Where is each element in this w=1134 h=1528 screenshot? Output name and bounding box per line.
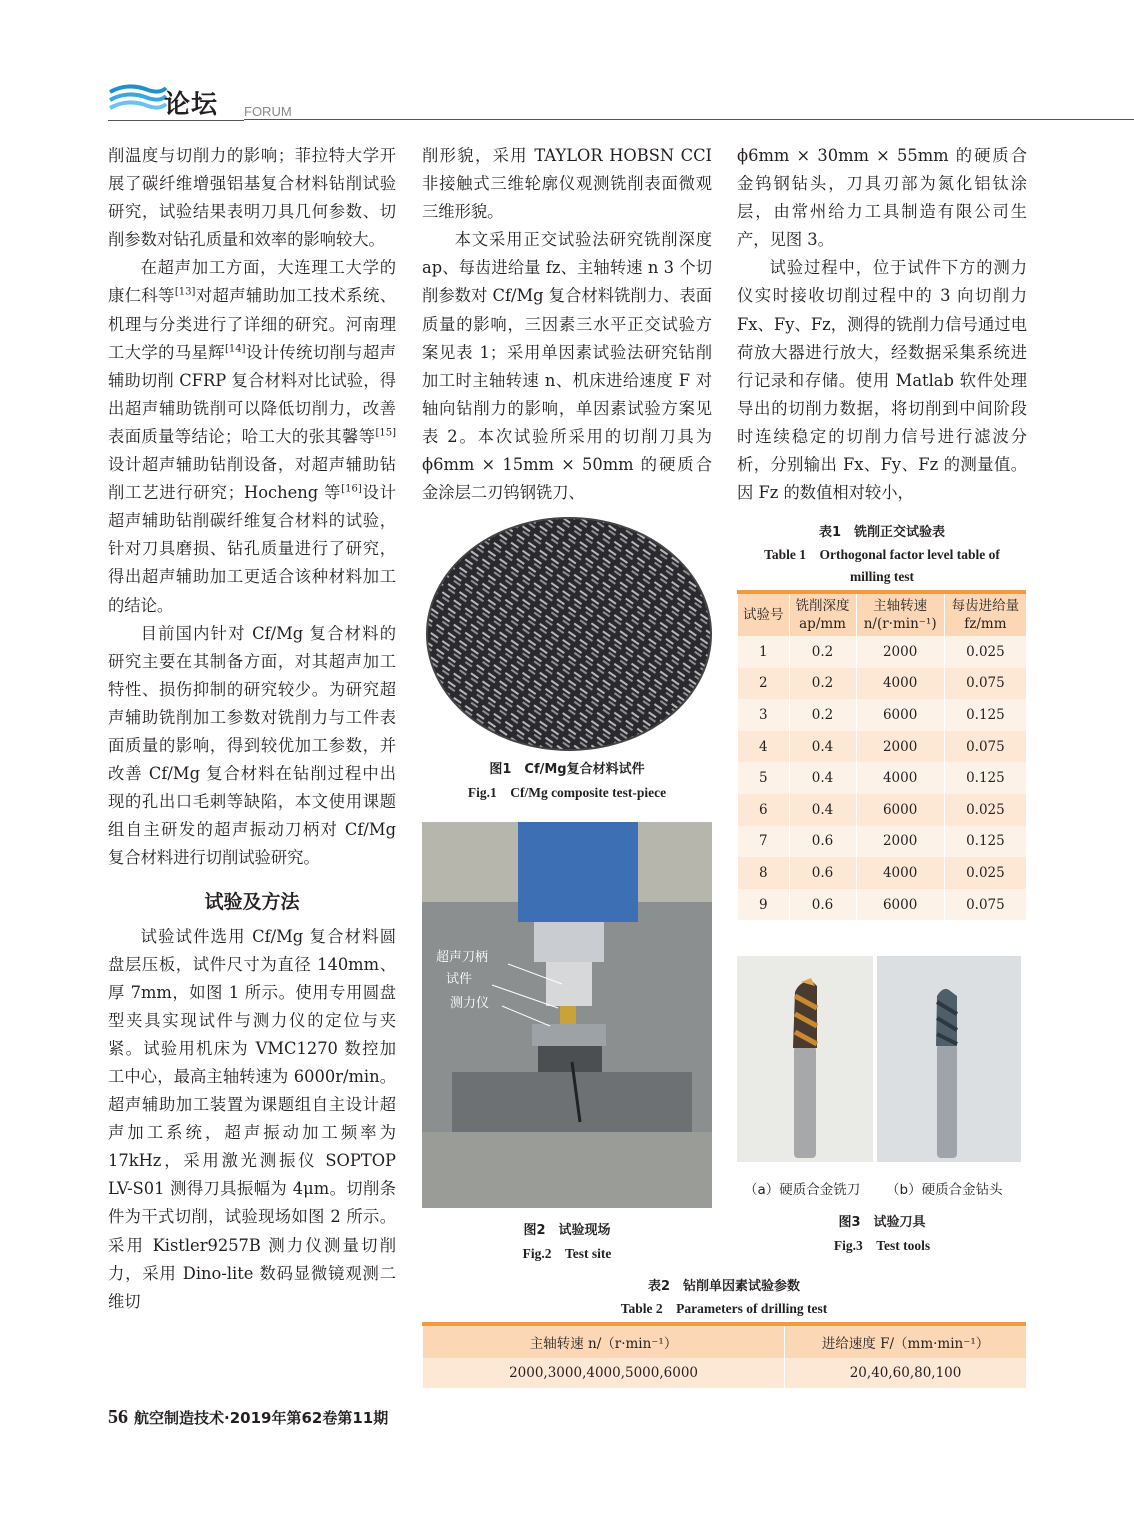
figure-1-caption-cn: 图1 Cf/Mg复合材料试件 [489,762,645,777]
citation: [16] [341,483,362,495]
table-cell: 2 [738,668,790,700]
table-1-orthogonal [737,590,1026,920]
figure-3b-drill [877,956,1021,1162]
table-1-caption-en: milling test [849,569,915,584]
table-cell: 0.2 [789,699,856,731]
table-cell: 0.125 [944,699,1026,731]
table-cell: 0.4 [789,762,856,794]
callout-label: 超声刀柄 [436,950,489,965]
table-cell: 6000 [856,699,944,731]
table-cell: 5 [738,762,790,794]
table-cell: 0.025 [944,857,1026,889]
table-row [738,668,1027,700]
table-cell: 0.125 [944,762,1026,794]
table-row [738,731,1027,763]
figure-3-caption-en: Fig.3 Test tools [833,1238,931,1253]
table-2-caption-cn: 表2 钻削单因素试验参数 [647,1279,801,1294]
table-cell: 1 [738,636,790,668]
text-column-3 [737,142,1027,507]
table-header-row [738,592,1027,636]
table-cell: 6000 [856,889,944,921]
table-cell: 2000 [856,731,944,763]
table-1-caption-cn: 表1 铣削正交试验表 [818,525,946,540]
header-label: 试验号 [743,607,784,623]
table-cell: 8 [738,857,790,889]
table-cell: 0.6 [789,826,856,858]
text: 对超声辅助加工技术系统、机理与分类进行了详细的研究。河南理工大学的马星辉 [108,286,396,362]
table-cell: 9 [738,889,790,921]
table-cell: 6000 [856,794,944,826]
table-cell: 0.075 [944,731,1026,763]
table-cell: 0.4 [789,794,856,826]
header-unit: n/(r·min⁻¹) [863,616,937,632]
table-cell: 0.4 [789,731,856,763]
callout-label: 测力仪 [450,996,490,1011]
header-label: 每齿进给量 [951,598,1020,614]
table-cell: 0.125 [944,826,1026,858]
wave-logo-icon [108,82,168,118]
text: 在超声加工方面，大连理工大学的康仁科等 [108,258,396,306]
paragraph: 本文采用正交试验法研究铣削深度 ap、每齿进给量 fz、主轴转速 n 3 个切削参数对 Cf/Mg 复合材料铣削力、表面质量的影响，三因素三水平正交试验方案见表 1；采用单因素试验法研究钻削加工时主轴转速 n、机床进给速度 F 对轴向钻削力的影响，单因素试验方案见表 2。本次试验所采用的切削刀具为 ϕ6mm × 15mm × 50mm 的硬质合金涂层二刃钨钢铣刀、 [422,230,712,503]
journal-name: 航空制造技术·2019年第62卷第11期 [134,1409,389,1427]
table-cell: 0.2 [789,636,856,668]
table-cell: 4 [738,731,790,763]
table-cell: 2000 [856,636,944,668]
header-unit: ap/mm [799,616,846,632]
paragraph: ϕ6mm × 30mm × 55mm 的硬质合金钨钢钻头，刀具刃部为氮化铝钛涂层，由常州给力工具制造有限公司生产，见图 3。 [737,146,1027,250]
paragraph: 削温度与切削力的影响；菲拉特大学开展了碳纤维增强铝基复合材料钻削试验研究，试验结果表明刀具几何参数、切削参数对钻孔质量和效率的影响较大。 [108,146,396,250]
table-cell: 3 [738,699,790,731]
citation: [15] [375,427,396,439]
table-row [738,857,1027,889]
column-header [856,592,944,636]
table-cell: 4000 [856,857,944,889]
table-2-caption-en: Table 2 Parameters of drilling test [620,1301,828,1316]
column-header [789,592,856,636]
header-label: 主轴转速 [873,598,928,614]
citation: [14] [225,343,246,355]
table-cell: 20,40,60,80,100 [785,1358,1026,1388]
table-cell: 0.6 [789,857,856,889]
table-cell: 7 [738,826,790,858]
header-rule [244,119,1134,120]
table-row [423,1358,1027,1388]
text-column-2 [422,142,712,507]
table-cell: 0.6 [789,889,856,921]
column-header [738,592,790,636]
column-header [944,592,1026,636]
table-cell: 2000 [856,826,944,858]
paragraph: 削形貌，采用 TAYLOR HOBSN CCI 非接触式三维轮廓仪观测铣削表面微观三维形貌。 [422,146,712,222]
figure-3a-milling-cutter [737,956,873,1162]
end-mill-icon [737,956,873,1162]
figure-2-caption-en: Fig.2 Test site [522,1246,612,1261]
figure-2-test-site [422,822,712,1208]
table-cell: 4000 [856,668,944,700]
section-subtitle: FORUM [244,104,292,119]
citation: [13] [174,287,196,299]
table-cell: 0.025 [944,636,1026,668]
section-title: 论坛 [164,90,219,120]
header-rule [108,120,244,121]
table-header-row [423,1324,1027,1358]
table-row [738,794,1027,826]
header-unit: fz/mm [964,616,1007,632]
text-column-1 [108,142,396,1316]
text: 设计超声辅助钻削碳纤维复合材料的试验，针对刀具磨损、钻孔质量进行了研究，得出超声辅助加工更适合该种材料加工的结论。 [108,483,396,615]
page-number: 56 [108,1406,128,1428]
paragraph: 试验过程中，位于试件下方的测力仪实时接收切削过程中的 3 向切削力 Fx、Fy、Fz，测得的铣削力信号通过电荷放大器进行放大，经数据采集系统进行记录和存储。使用 Matlab 软件处理导出的切削力数据，将切削到中间阶段时连续稳定的切削力信号进行滤波分析，分别输出 Fx、Fy、Fz 的测量值。因 Fz 的数值相对较小， [737,258,1027,503]
figure-3a-subcaption: （a）硬质合金铣刀 [744,1182,861,1198]
table-row [738,826,1027,858]
paragraph [108,254,396,619]
table-1-caption-en: Table 1 Orthogonal factor level table of [764,547,1000,562]
paragraph: 试验试件选用 Cf/Mg 复合材料圆盘层压板，试件尺寸为直径 140mm、厚 7mm，如图 1 所示。使用专用圆盘型夹具实现试件与测力仪的定位与夹紧。试验用机床为 VMC1270 数控加工中心，最高主轴转速为 6000r/min。超声辅助加工装置为课题组自主设计超声加工系统，超声振动加工频率为 17kHz，采用激光测振仪 SOPTOP LV-S01 测得刀具振幅为 4μm。切削条件为干式切削，试验现场如图 2 所示。采用 Kistler9257B 测力仪测量切削力，采用 Dino-lite 数码显微镜观测二维切 [108,926,396,1311]
paragraph: 目前国内针对 Cf/Mg 复合材料的研究主要在其制备方面，对其超声加工特性、损伤抑制的研究较少。为研究超声辅助铣削加工参数对铣削力与工件表面质量的影响，得到较优加工参数，并改善 Cf/Mg 复合材料在钻削过程中出现的孔出口毛刺等缺陷，本文使用课题组自主研发的超声振动刀柄对 Cf/Mg 复合材料进行切削试验研究。 [108,623,396,868]
text: 设计超声辅助钻削设备，对超声辅助钻削工艺进行研究；Hocheng 等 [108,455,396,503]
drill-bit-icon [877,956,1021,1162]
page-footer [108,1406,388,1429]
table-cell: 0.2 [789,668,856,700]
section-heading: 试验及方法 [204,891,300,914]
table-cell: 2000,3000,4000,5000,6000 [423,1358,785,1388]
table-row [738,762,1027,794]
table-row [738,636,1027,668]
table-cell: 0.075 [944,889,1026,921]
figure-3-caption-cn: 图3 试验刀具 [838,1215,926,1230]
table-cell: 6 [738,794,790,826]
table-cell: 4000 [856,762,944,794]
figure-3b-subcaption: （b）硬质合金钻头 [886,1182,1003,1198]
table-cell: 0.075 [944,668,1026,700]
table-2-drilling-parameters [422,1322,1026,1388]
header-label: 铣削深度 [795,598,850,614]
callout-label: 试件 [446,972,473,987]
figure-1-caption-en: Fig.1 Cf/Mg composite test-piece [467,785,667,800]
figure-1-composite-disc [426,516,712,756]
column-header: 进给速度 F/（mm·min⁻¹） [785,1324,1026,1358]
table-row [738,699,1027,731]
figure-2-caption-cn: 图2 试验现场 [523,1223,611,1238]
table-row [738,889,1027,921]
text: 设计传统切削与超声辅助切削 CFRP 复合材料对比试验，得出超声辅助铣削可以降低切削力，改善表面质量等结论；哈工大的张其馨等 [108,342,396,446]
machine-tool-illustration [422,822,712,1208]
column-header: 主轴转速 n/（r·min⁻¹） [423,1324,785,1358]
table-cell: 0.025 [944,794,1026,826]
